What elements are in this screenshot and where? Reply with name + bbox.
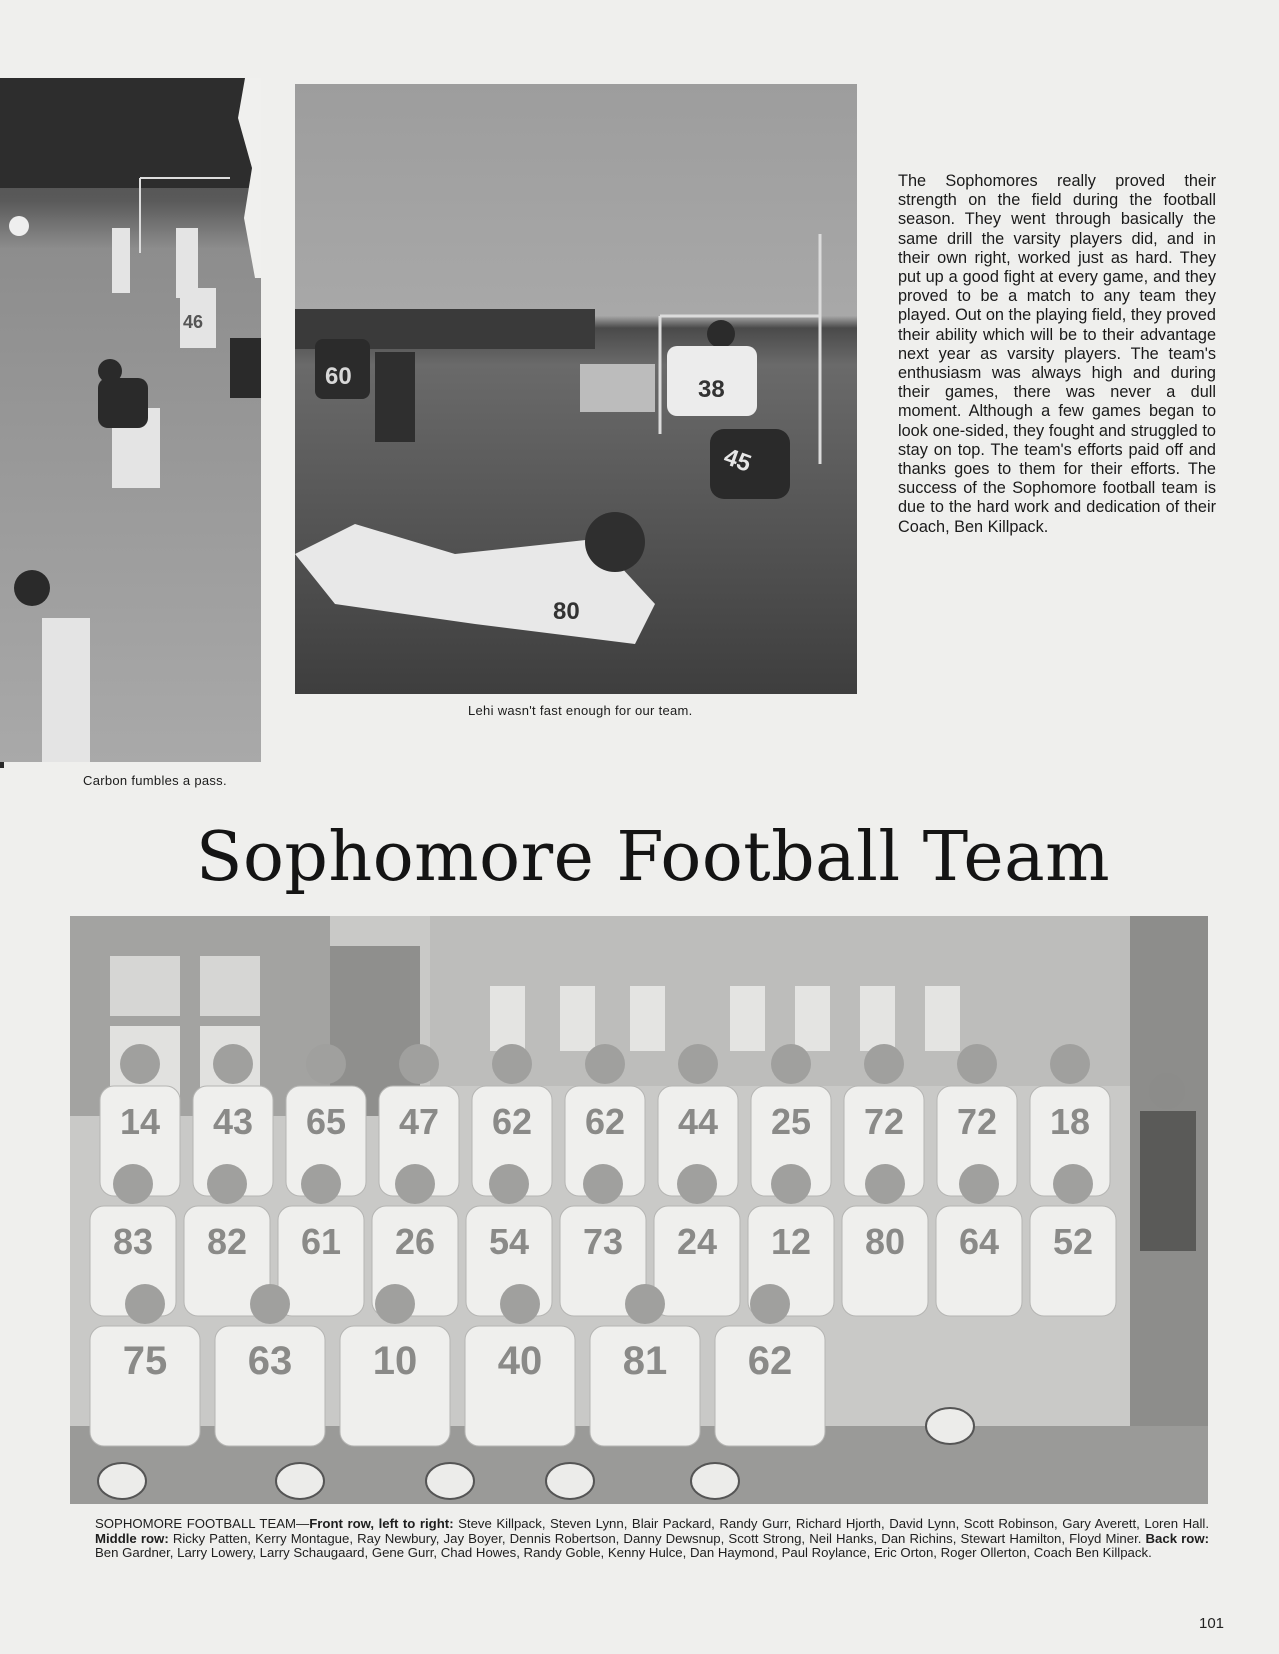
- jersey-number: 47: [398, 1101, 440, 1142]
- back-row-names: Ben Gardner, Larry Lowery, Larry Schaugaard, Gene Gurr, Chad Howes, Randy Goble, Kenny Hulce, Dan Haymond, Paul Roylance, Eric Orton, Roger Ollerton, Coach Ben Killpack.: [95, 1545, 1152, 1560]
- player-head: [771, 1164, 811, 1204]
- jersey-number: 25: [770, 1101, 812, 1142]
- player-head: [865, 1164, 905, 1204]
- jersey-number: 54: [488, 1221, 530, 1262]
- page-title: Sophomore Football Team: [195, 818, 1111, 897]
- player-head: [301, 1164, 341, 1204]
- player-head: [250, 1284, 290, 1324]
- jersey-number: 65: [305, 1101, 347, 1142]
- player-head: [306, 1044, 346, 1084]
- player-head: [1050, 1044, 1090, 1084]
- jersey-number: 83: [112, 1221, 154, 1262]
- jersey-number: 18: [1049, 1101, 1091, 1142]
- jersey-number: 43: [212, 1101, 254, 1142]
- player-head: [489, 1164, 529, 1204]
- jersey-number: 80: [864, 1221, 906, 1262]
- middle-row-names: Ricky Patten, Kerry Montague, Ray Newbury, Jay Boyer, Dennis Robertson, Danny Dewsnup, Scott Strong, Neil Hanks, Dan Richins, Stewart Hamilton, Floyd Miner.: [168, 1530, 1146, 1546]
- jersey-number: 40: [497, 1339, 543, 1383]
- jersey-number: 72: [956, 1101, 998, 1142]
- page-number: 101: [1199, 1615, 1225, 1632]
- jersey-number: 80: [553, 598, 580, 625]
- jersey-number: 61: [300, 1221, 342, 1262]
- jersey-number: 12: [770, 1221, 812, 1262]
- front-row-names: Steve Killpack, Steven Lynn, Blair Packard, Randy Gurr, Richard Hjorth, David Lynn, Scott Robinson, Gary Averett, Loren Hall.: [453, 1516, 1210, 1531]
- jersey-number: 64: [958, 1221, 1000, 1262]
- player-head: [959, 1164, 999, 1204]
- player-head: [500, 1284, 540, 1324]
- player-head: [750, 1284, 790, 1324]
- jersey-number: 46: [183, 312, 204, 332]
- carbon-fumble-photo: [0, 78, 261, 762]
- jersey-number: 24: [676, 1221, 718, 1262]
- jersey-number: 60: [325, 363, 352, 390]
- jersey-number: 73: [582, 1221, 624, 1262]
- player-head: [678, 1044, 718, 1084]
- jersey-number: 81: [622, 1339, 668, 1383]
- player-head: [677, 1164, 717, 1204]
- middle-row-label: Middle row:: [95, 1530, 169, 1546]
- player-head: [399, 1044, 439, 1084]
- team-group-photo: [70, 916, 1208, 1504]
- player-head: [207, 1164, 247, 1204]
- player-head: [125, 1284, 165, 1324]
- team-roster-caption: [95, 1517, 1209, 1561]
- jersey-number: 62: [747, 1339, 793, 1383]
- lehi-tackle-photo: [295, 84, 857, 694]
- player-head: [113, 1164, 153, 1204]
- player-head: [395, 1164, 435, 1204]
- jersey-number: 63: [247, 1339, 293, 1383]
- front-row-label: Front row, left to right:: [309, 1516, 454, 1531]
- jersey-number: 52: [1052, 1221, 1094, 1262]
- jersey-number: 62: [491, 1101, 533, 1142]
- jersey-number: 75: [122, 1339, 168, 1383]
- jersey-number: 38: [698, 376, 725, 403]
- player-head: [583, 1164, 623, 1204]
- roster-lead: SOPHOMORE FOOTBALL TEAM—: [95, 1516, 310, 1531]
- jersey-number: 10: [372, 1339, 418, 1383]
- jersey-number: 45: [720, 443, 755, 478]
- player-head: [864, 1044, 904, 1084]
- lehi-photo-caption: Lehi wasn't fast enough for our team.: [468, 703, 693, 718]
- jersey-number: 14: [119, 1101, 161, 1142]
- carbon-photo-caption: Carbon fumbles a pass.: [83, 773, 227, 788]
- player-head: [1053, 1164, 1093, 1204]
- jersey-number: 62: [584, 1101, 626, 1142]
- player-head: [585, 1044, 625, 1084]
- player-head: [213, 1044, 253, 1084]
- article-body-text: The Sophomores really proved their strength on the field during the football season. They went through basically the same drill the varsity players did, and in their own right, worked just as hard. They put up a good fight at every game, and they proved to be a match to any team they played. Out on the playing field, they proved their ability which will be to their advantage next year as varsity players. The team's enthusiasm was always high and during their games, there was never a dull moment. Although a few games began to look one-sided, they fought and struggled to stay on top. The team's efforts paid off and thanks goes to them for their efforts. The success of the Sophomore football team is due to the hard work and dedication of their Coach, Ben Killpack.: [898, 172, 1216, 536]
- player-head: [120, 1044, 160, 1084]
- back-row-label: Back row:: [1145, 1530, 1210, 1546]
- jersey-number: 26: [394, 1221, 436, 1262]
- jersey-number: 82: [206, 1221, 248, 1262]
- player-head: [375, 1284, 415, 1324]
- player-head: [492, 1044, 532, 1084]
- player-head: [957, 1044, 997, 1084]
- player-head: [771, 1044, 811, 1084]
- jersey-number: 72: [863, 1101, 905, 1142]
- jersey-number: 44: [677, 1101, 719, 1142]
- player-head: [625, 1284, 665, 1324]
